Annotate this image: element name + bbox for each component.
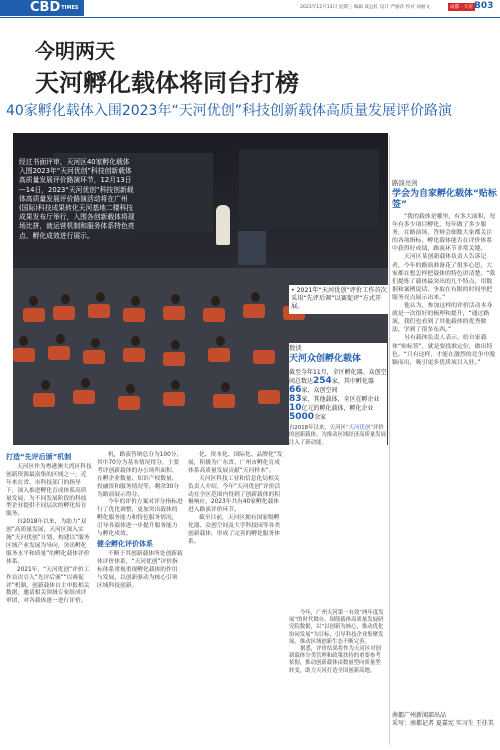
infobox-line: 83家、其他载体，全区在孵企业 [289, 394, 380, 404]
column-paragraph: 化、资本化、国际化、品牌化”发展，积极为广东省、广州市孵化育成体系高质量发展贡献“天河样本”。 [188, 452, 283, 474]
infobox-line: 截至今年11月，全区孵化器、众创空间总数达254家，其中孵化器 [289, 369, 387, 386]
sidebar-paragraph: “我的载体是哪里，有多大面积，每年有多少项目孵化，每年做了多少服务，在路演场，答辩会细数大家都关注的各项指标，孵化载体能否在评价体系中获得好成绩，路演环节非常关键。 [392, 214, 496, 253]
photo-speaker [216, 205, 230, 245]
paper-logo [30, 0, 79, 16]
sidebar-label: 路演亮剑 [392, 179, 418, 187]
page-number: B03 [474, 1, 494, 11]
column-paragraph: 不断于其创新载体所处创新载体评价体系，“天河优创”评价指标体系重视重视孵化载体的作用与发展，以创新驱动为核心引领区域科技创新。 [97, 550, 183, 589]
sidebar-paragraph: 他认为，参加这样的评价活动本身就是一次很好的梳理和提升，“通过路演，我们也看到了其他载体的优秀做法，学到了很多东西。” [392, 303, 493, 334]
column-paragraph: 今年，广州天河第一有效“两年度发展”的时代舞台，围绕载体高质量发展研究院数据，以“以创新为核心，推动优化协同发展”为目标，引导科技企业集聚发展，推动区域创新生态不断完善。 [289, 610, 384, 645]
article-headline: 天河孵化载体将同台打榜 [35, 69, 299, 97]
infobox-label: 数读 [289, 344, 302, 352]
sidebar-credits: 南都广州新闻部出品 采写：南都记者 夏嘉宪 实习生 王佳美 [392, 712, 494, 727]
article-column-2 [97, 452, 183, 590]
column-paragraph: 据悉，评价结果将作为天河区对创新载体分类管理和政策扶持的重要参考依据，推动创新载体由数量型向质量型转变，助力天河打造全国创新高地。 [289, 646, 381, 674]
infobox-body [289, 368, 387, 422]
infobox-title: 天河众创孵化载体 [289, 354, 362, 364]
column-paragraph: 截至目前，天河区拥有国家级孵化器、众创空间及大学科技园等各类创新载体，形成了完善的孵化服务体系。 [188, 515, 280, 545]
photo-caption-text: 2021年“天河优创”评价工作首次采用“先评后颁”以赛促评“方式开展。 [291, 287, 387, 311]
article-kicker: 今明两天 [35, 39, 115, 63]
column-paragraph: 自2018年以来，为助力“双创”高质量发展，天河区深入实施“天河优创”计划，构建以“服务区域产业发展为导向，突出孵化服务水平和质量”的孵化载体评价体系。 [6, 519, 90, 565]
issue-meta: 2023年12月13日 星期三 编辑 聂远红 设计 严丽萍 校对 刘丽文 [300, 5, 431, 10]
column-heading: 健全孵化评价体系 [97, 539, 153, 548]
photo-caption: • 2021年“天河优创”评价工作首次采用“先评后颁”以赛促评“方式开展。 [289, 285, 391, 314]
photo-podium [238, 231, 266, 265]
sidebar-paragraph: 另有载体负责人表示，给自家载体“贴标签”，就是要找准定位，做出特色。“只有这样，才能在激烈的竞争中脱颖而出，吸引更多优质项目入驻。” [392, 335, 496, 366]
column-paragraph: 今年的评价方案对评分指标进行了优化调整，更加突出载体的孵化服务能力和特色服务情况，引导各载体进一步提升服务能力与孵化成效。 [97, 499, 183, 538]
column-heading: 打造“先评后颁”机制 [6, 453, 72, 461]
column-paragraph: 天河区作为粤港澳大湾区科技创新资源最富集的区域之一，近年来在省、市科技部门的指导下，深入推进孵化育成体系高质量发展，为不同发展阶段的科技型企业提供不同层次的孵化培育服务。 [6, 463, 92, 518]
photo-screen-right [239, 149, 379, 229]
column-paragraph: 天河区科技工业和信息化局相关负责人介绍，今年“天河优创”评价活动在全区范围内得到了创新载体的积极响应，2023年共有40家孵化载体进入路演评价环节。 [188, 475, 281, 514]
sidebar-article [392, 178, 497, 367]
infobox-line: 66家、众创空间 [289, 385, 338, 395]
sidebar-paragraph: 天河区某创新载体负责人告诉记者，今年的路演准备花了很多心思，大家都在想怎样把载体的特色讲清楚。“我们提炼了载体最突出的几个特点，用数据和案例说话，争取在有限的时间里把服务亮点展示出来。” [392, 254, 496, 301]
infobox-line: 5000余家 [289, 412, 327, 422]
infobox-quote: 自2018年以来，天河区“天河优创”评价的创新载体，为推动区域经济高质量发展注入了新动能。 [289, 425, 387, 446]
sidebar-body [392, 213, 497, 367]
article-intro: 经过书面评审，天河区40家孵化载体入围2023年“天河优创”科技创新载体高质量发展评价路演环节，12月13日—14日，2023“天河优创”科技创新载体高质量发展评价路演活动将在广州(国际)科技成果转化天河基地二楼科技成果发布厅举行，入围各创新载体将现场比拼，就运营机制和服务体系特色亮点、孵化成效进行展示。 [18, 157, 136, 242]
article-column-3 [188, 452, 284, 547]
column-paragraph: 2021年，“天河优创”评价工作首次引入“先评后颁”“以赛促评”机制，创新载体自主申报相关数据，邀请相关领域专家组成评审团，对各载体逐一进行评价。 [6, 566, 90, 605]
article-subhead: 40家孵化载体入围2023年“天河优创”科技创新载体高质量发展评价路演 [6, 103, 452, 119]
infobox-line: 10亿元的孵化载体，孵化企业 [289, 403, 374, 413]
header-rule [0, 17, 500, 18]
data-infobox [289, 343, 387, 605]
sidebar-title: 学会为自家孵化载体“贴标签” [392, 189, 497, 210]
section-tag: 成都・天府 [450, 5, 473, 10]
logo-sub-text: TIMES [61, 5, 79, 11]
column-divider [389, 135, 390, 745]
logo-text: CBD [30, 0, 61, 15]
column-paragraph: 机，路演答辩总分为100分，其中70分为基本情况得分，主要考评创新载体的办公场所面积、在孵企业数量、知识产权数量、投融资和服务情况等，剩余30分为路演展示得分。 [97, 452, 183, 498]
article-column-1 [6, 452, 92, 606]
article-column-4 [289, 610, 385, 675]
